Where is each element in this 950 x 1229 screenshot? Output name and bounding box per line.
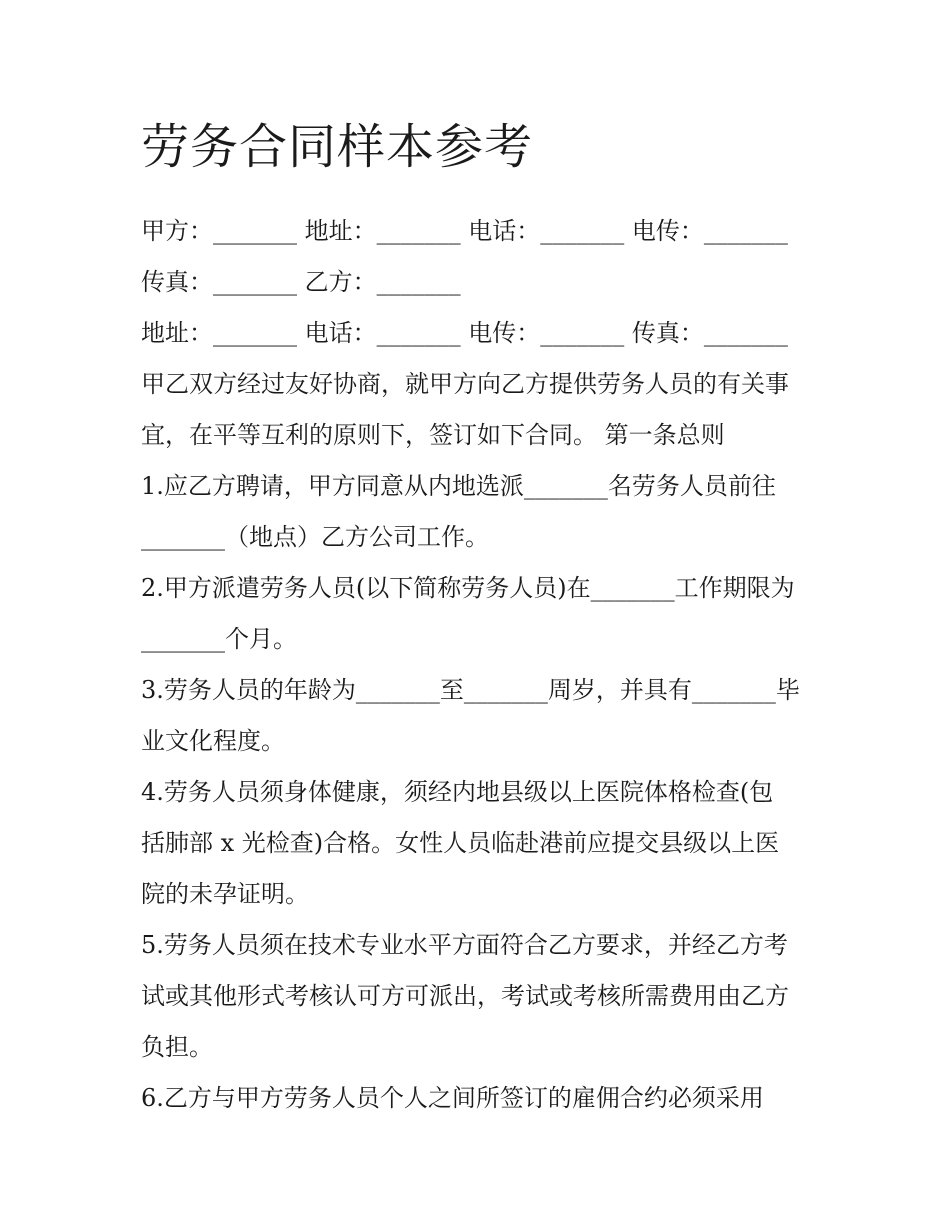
clause-3-line-2: 业文化程度。	[141, 727, 285, 755]
clause-6-line-1: 6.乙方与甲方劳务人员个人之间所签订的雇佣合约必须采用	[141, 1084, 764, 1112]
clause-4-line-2: 括肺部 x 光检查)合格。女性人员临赴港前应提交县级以上医	[141, 829, 780, 857]
clause-1-line-1: 1.应乙方聘请，甲方同意从内地选派_______名劳务人员前往	[141, 472, 776, 500]
clause-5-line-1: 5.劳务人员须在技术专业水平方面符合乙方要求，并经乙方考	[141, 931, 788, 959]
clause-2-line-2: _______个月。	[141, 625, 297, 653]
clause-4-line-1: 4.劳务人员须身体健康，须经内地县级以上医院体格检查(包	[141, 778, 774, 806]
clause-5-line-3: 负担。	[141, 1033, 213, 1061]
clause-5-line-2: 试或其他形式考核认可方可派出，考试或考核所需费用由乙方	[141, 982, 789, 1010]
preamble-line-1: 甲乙双方经过友好协商，就甲方向乙方提供劳务人员的有关事	[141, 370, 789, 398]
clause-4-line-3: 院的未孕证明。	[141, 880, 309, 908]
clause-2-line-1: 2.甲方派遣劳务人员(以下简称劳务人员)在_______工作期限为	[141, 574, 795, 602]
clause-1-line-2: _______（地点）乙方公司工作。	[141, 523, 489, 551]
preamble-line-2: 宜，在平等互利的原则下，签订如下合同。 第一条总则	[141, 421, 725, 449]
document-body	[141, 114, 821, 1124]
party-b-info-line: 传真：_______ 乙方：_______	[141, 268, 461, 296]
party-a-info-line: 甲方：_______ 地址：_______ 电话：_______ 电传：_______	[141, 217, 788, 245]
party-b-contact-line: 地址：_______ 电话：_______ 电传：_______ 传真：_______	[141, 319, 788, 347]
clause-3-line-1: 3.劳务人员的年龄为_______至_______周岁，并具有_______毕	[141, 676, 800, 704]
document-title: 劳务合同样本参考	[141, 119, 534, 175]
